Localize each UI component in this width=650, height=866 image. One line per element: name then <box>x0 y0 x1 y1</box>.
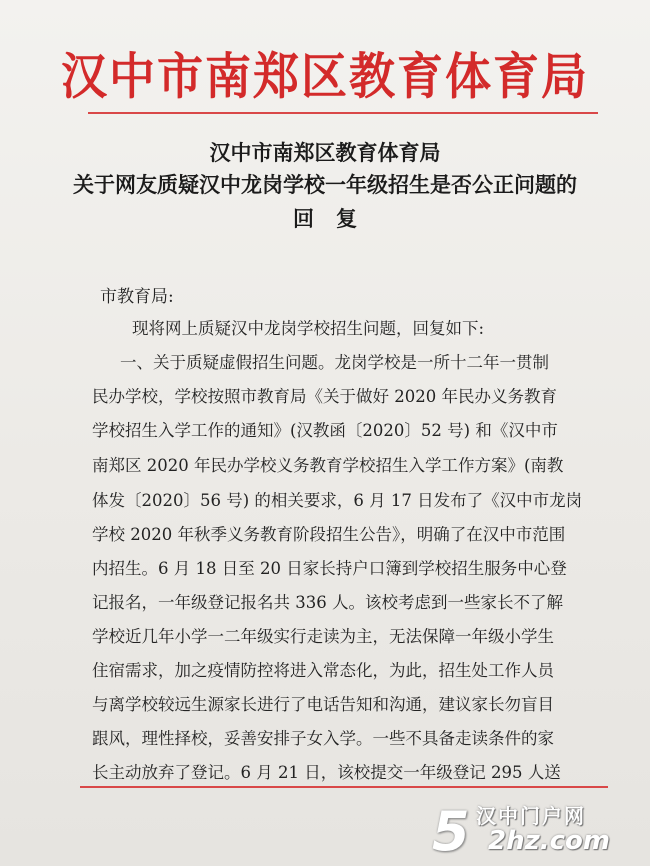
watermark-url: 2hz.com <box>488 826 610 856</box>
body-line: 内招生。6 月 18 日至 20 日家长持户口簿到学校招生服务中心登 <box>92 559 567 578</box>
site-watermark <box>432 796 632 863</box>
watermark-digit: 5 <box>432 800 470 863</box>
letterhead-title: 汉中市南郑区教育体育局 <box>61 46 589 106</box>
body-line: 长主动放弃了登记。6 月 21 日，该校提交一年级登记 295 人送 <box>92 763 561 782</box>
body-line: 体发〔2020〕56 号) 的相关要求，6 月 17 日发布了《汉中市龙岗 <box>92 491 583 510</box>
footer-divider <box>80 786 608 788</box>
doc-title-line-2: 关于网友质疑汉中龙岗学校一年级招生是否公正问题的 <box>73 172 577 197</box>
doc-title-line-3: 回复 <box>293 206 379 231</box>
body-line: 民办学校，学校按照市教育局《关于做好 2020 年民办义务教育 <box>92 387 557 406</box>
watermark-site-name: 汉中门户网 <box>476 804 586 828</box>
body-line: 学校近几年小学一二年级实行走读为主，无法保障一年级小学生 <box>92 627 554 646</box>
body-line: 学校 2020 年秋季义务教育阶段招生公告》，明确了在汉中市范围 <box>92 525 566 544</box>
body-line: 南郑区 2020 年民办学校义务教育学校招生入学工作方案》(南教 <box>92 456 564 475</box>
doc-title-line-1: 汉中市南郑区教育体育局 <box>209 140 441 165</box>
body-line: 与离学校较远生源家长进行了电话告知和沟通，建议家长勿盲目 <box>92 695 554 714</box>
letterhead-divider <box>88 112 598 114</box>
body-line: 住宿需求，加之疫情防控将进入常态化，为此，招生处工作人员 <box>92 661 554 680</box>
body-line: 学校招生入学工作的通知》(汉教函〔2020〕52 号) 和《汉中市 <box>92 421 558 440</box>
body-line: 现将网上质疑汉中龙岗学校招生问题，回复如下: <box>132 319 485 338</box>
body-line: 跟风，理性择校，妥善安排子女入学。一些不具备走读条件的家 <box>92 729 554 748</box>
body-line: 一、关于质疑虚假招生问题。龙岗学校是一所十二年一贯制 <box>120 353 549 372</box>
salutation: 市教育局: <box>100 287 174 307</box>
body-line: 记报名，一年级登记报名共 336 人。该校考虑到一些家长不了解 <box>92 593 563 612</box>
